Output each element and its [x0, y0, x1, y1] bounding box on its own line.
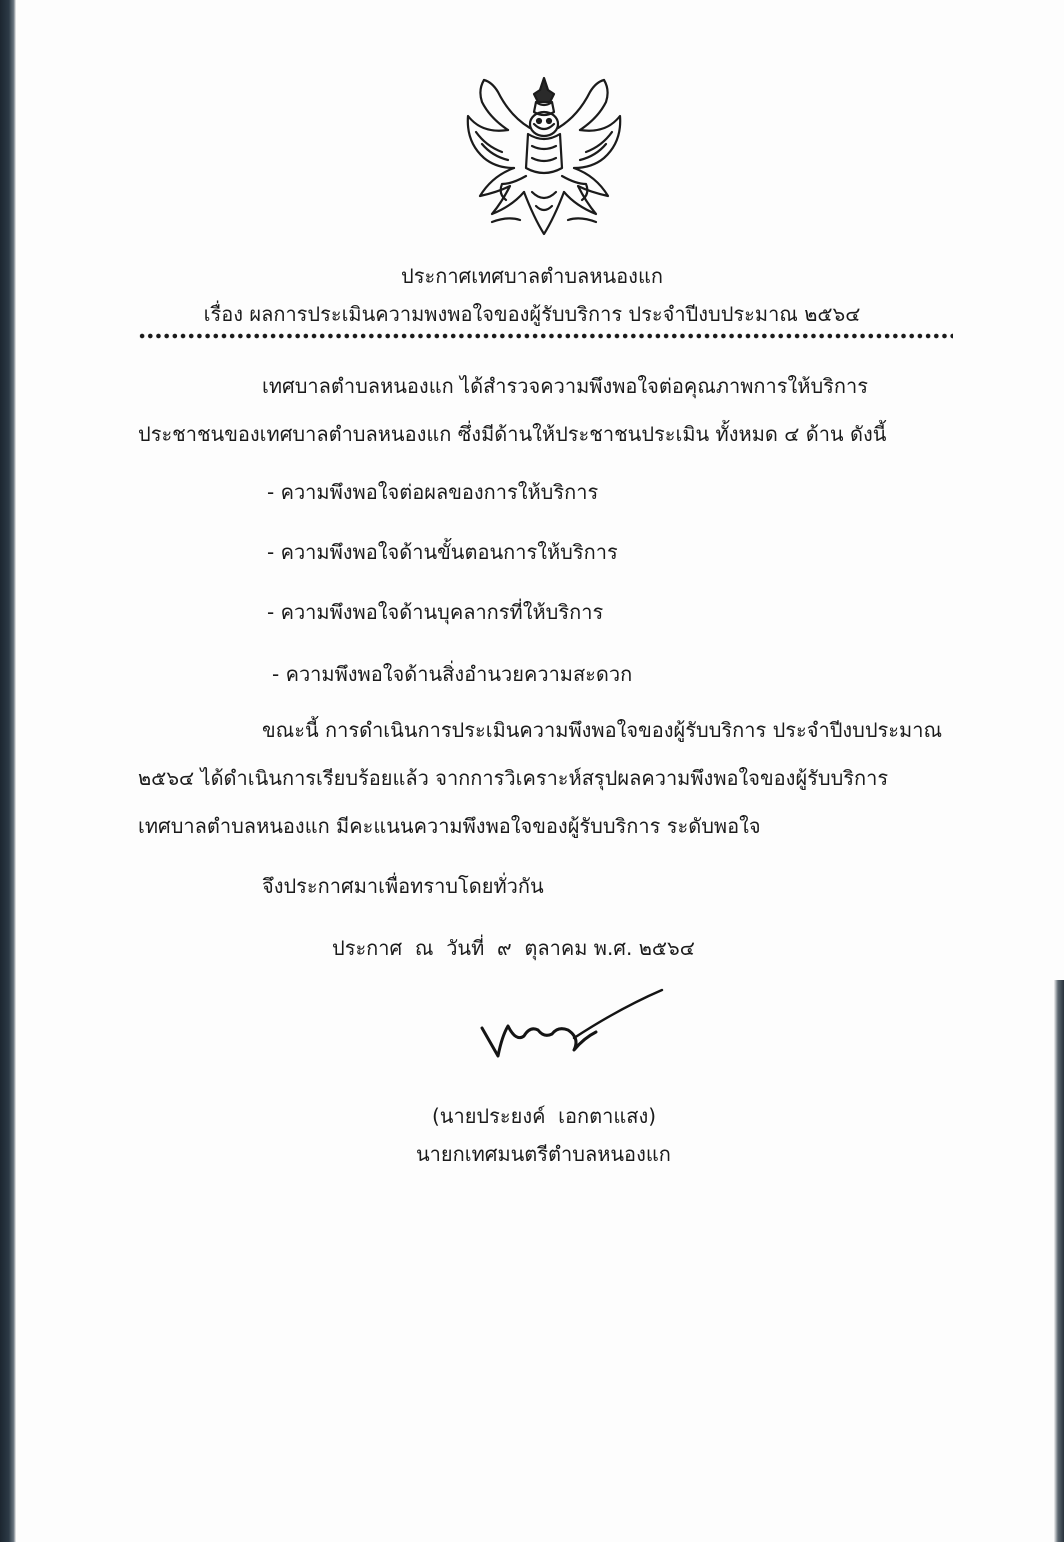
result-line-1: ขณะนี้ การดำเนินการประเมินความพึงพอใจของผู้รับบริการ ประจำปีงบประมาณ [262, 718, 942, 742]
result-line-2: ๒๕๖๔ ได้ดำเนินการเรียบร้อยแล้ว จากการวิเคราะห์สรุปผลความพึงพอใจของผู้รับบริการ [138, 766, 889, 790]
result-line-3: เทศบาลตำบลหนองแก มีคะแนนความพึงพอใจของผู้รับบริการ ระดับพอใจ [138, 814, 761, 838]
intro-line-1: เทศบาลตำบลหนองแก ได้สำรวจความพึงพอใจต่อคุณภาพการให้บริการ [262, 374, 868, 398]
handwritten-signature-icon [472, 984, 672, 1068]
closing-statement: จึงประกาศมาเพื่อทราบโดยทั่วกัน [262, 874, 544, 898]
signatory-position: นายกเทศมนตรีตำบลหนองแก [416, 1142, 671, 1166]
scan-edge-right [1054, 980, 1064, 1542]
signatory-name: (นายประยงค์ เอกตาแสง) [432, 1104, 657, 1128]
list-item: - ความพึงพอใจต่อผลของการให้บริการ [267, 480, 599, 504]
list-item: - ความพึงพอใจด้านสิ่งอำนวยความสะดวก [272, 662, 633, 686]
announcement-subject: เรื่อง ผลการประเมินความพงพอใจของผู้รับบริการ ประจำปีงบประมาณ ๒๕๖๔ [203, 302, 861, 326]
list-item: - ความพึงพอใจด้านขั้นตอนการให้บริการ [267, 540, 618, 564]
dotted-divider [138, 329, 953, 343]
intro-line-2: ประชาชนของเทศบาลตำบลหนองแก ซึ่งมีด้านให้ประชาชนประเมิน ทั้งหมด ๔ ด้าน ดังนี้ [138, 422, 887, 446]
list-item: - ความพึงพอใจด้านบุคลากรที่ให้บริการ [267, 600, 604, 624]
garuda-emblem-icon [462, 72, 626, 238]
scan-edge-left [0, 0, 16, 1542]
announcement-date: ประกาศ ณ วันที่ ๙ ตุลาคม พ.ศ. ๒๕๖๔ [332, 936, 695, 960]
announcement-authority: ประกาศเทศบาลตำบลหนองแก [401, 264, 663, 288]
